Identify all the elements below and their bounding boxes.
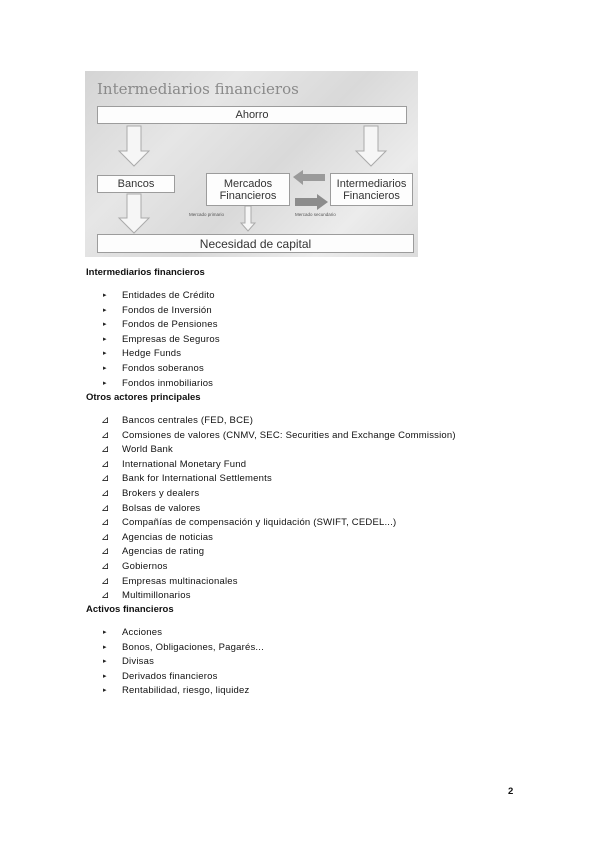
label-mercado-secundario: Mercado secundario [295,212,336,217]
bullet-icon: ▸ [103,629,107,636]
bullet-icon: ⊿ [101,575,110,587]
list-item-text: Entidades de Crédito [122,290,215,301]
bullet-icon: ▸ [103,379,107,387]
bullet-icon: ▸ [103,364,107,372]
list-item-text: Compañías de compensación y liquidación (SWIFT, CEDEL...) [122,517,397,529]
label-mercado-primario: Mercado primario [189,212,225,217]
bullet-icon: ▸ [103,672,107,680]
bullet-icon: ▸ [103,643,107,651]
bullet-icon: ⊿ [101,546,110,558]
section-title-activos: Activos financieros [86,604,174,615]
bullet-icon: ⊿ [101,487,110,499]
arrow-left-gray [293,170,325,185]
arrow-ahorro-bancos [119,126,149,166]
bullet-icon: ⊿ [101,429,110,441]
list-item-text: World Bank [122,444,173,456]
list-item-text: Fondos inmobiliarios [122,377,214,389]
list-item-text: Hedge Funds [122,348,182,360]
bullet-icon: ▸ [103,658,107,666]
bullet-icon: ⊿ [101,458,110,470]
box-bancos: Bancos [97,175,175,193]
arrow-mercado-primario [241,206,255,231]
list-item-text: Agencias de rating [122,546,205,558]
section-title-otros-actores: Otros actores principales [86,392,201,403]
bullet-icon: ⊿ [101,444,110,456]
list-item-text: Acciones [122,627,163,638]
list-item-text: Fondos soberanos [122,362,204,374]
bullet-icon: ▸ [103,350,107,358]
box-necesidad: Necesidad de capital [97,234,414,253]
arrow-ahorro-intermediarios [356,126,386,166]
list-item-text: Agencias de noticias [122,531,214,543]
bullet-icon: ▸ [103,321,107,329]
bullet-icon: ▸ [103,306,107,314]
box-mercados: Mercados Financieros [206,173,290,206]
box-intermediarios: Intermediarios Financieros [330,173,413,206]
bullet-icon: ⊿ [101,590,110,602]
list-item-text: Bonos, Obligaciones, Pagarés... [122,641,264,653]
arrow-bancos-necesidad [119,194,149,233]
list-item-text: Multimillonarios [122,590,191,602]
list-item-text: International Monetary Fund [122,458,247,470]
list-item-text: Divisas [122,656,155,668]
list-item-text: Empresas multinacionales [122,575,238,587]
list-item-text: Gobiernos [122,560,168,572]
list-item-text: Brokers y dealers [122,487,200,499]
diagram-arrows [85,71,418,257]
bullet-icon: ⊿ [101,531,110,543]
bullet-icon: ⊿ [101,560,110,572]
arrow-right-gray [295,194,328,210]
list-item-text: Empresas de Seguros [122,333,220,345]
bullet-icon: ⊿ [101,502,110,514]
diagram-intermediarios [85,71,418,257]
bullet-icon: ⊿ [101,517,110,529]
list-item-text: Bancos centrales (FED, BCE) [122,415,254,426]
section-title-intermediarios: Intermediarios financieros [86,267,205,278]
list-item-text: Bank for International Settlements [122,473,272,485]
list-item-text: Fondos de Pensiones [122,319,218,331]
list-item-text: Comsiones de valores (CNMV, SEC: Securities and Exchange Commission) [122,429,456,441]
list-item-text: Fondos de Inversión [122,304,212,316]
list-item-text: Derivados financieros [122,670,218,682]
bullet-icon: ▸ [103,335,107,343]
bullet-icon: ⊿ [101,473,110,485]
list-item-text: Rentabilidad, riesgo, liquidez [122,685,250,697]
bullet-icon: ▸ [103,292,107,299]
page-number: 2 [508,786,514,797]
bullet-icon: ▸ [103,687,107,695]
list-item-text: Bolsas de valores [122,502,201,514]
diagram-title: Intermediarios financieros [97,80,299,98]
box-ahorro: Ahorro [97,106,407,124]
bullet-icon: ⊿ [101,415,110,426]
